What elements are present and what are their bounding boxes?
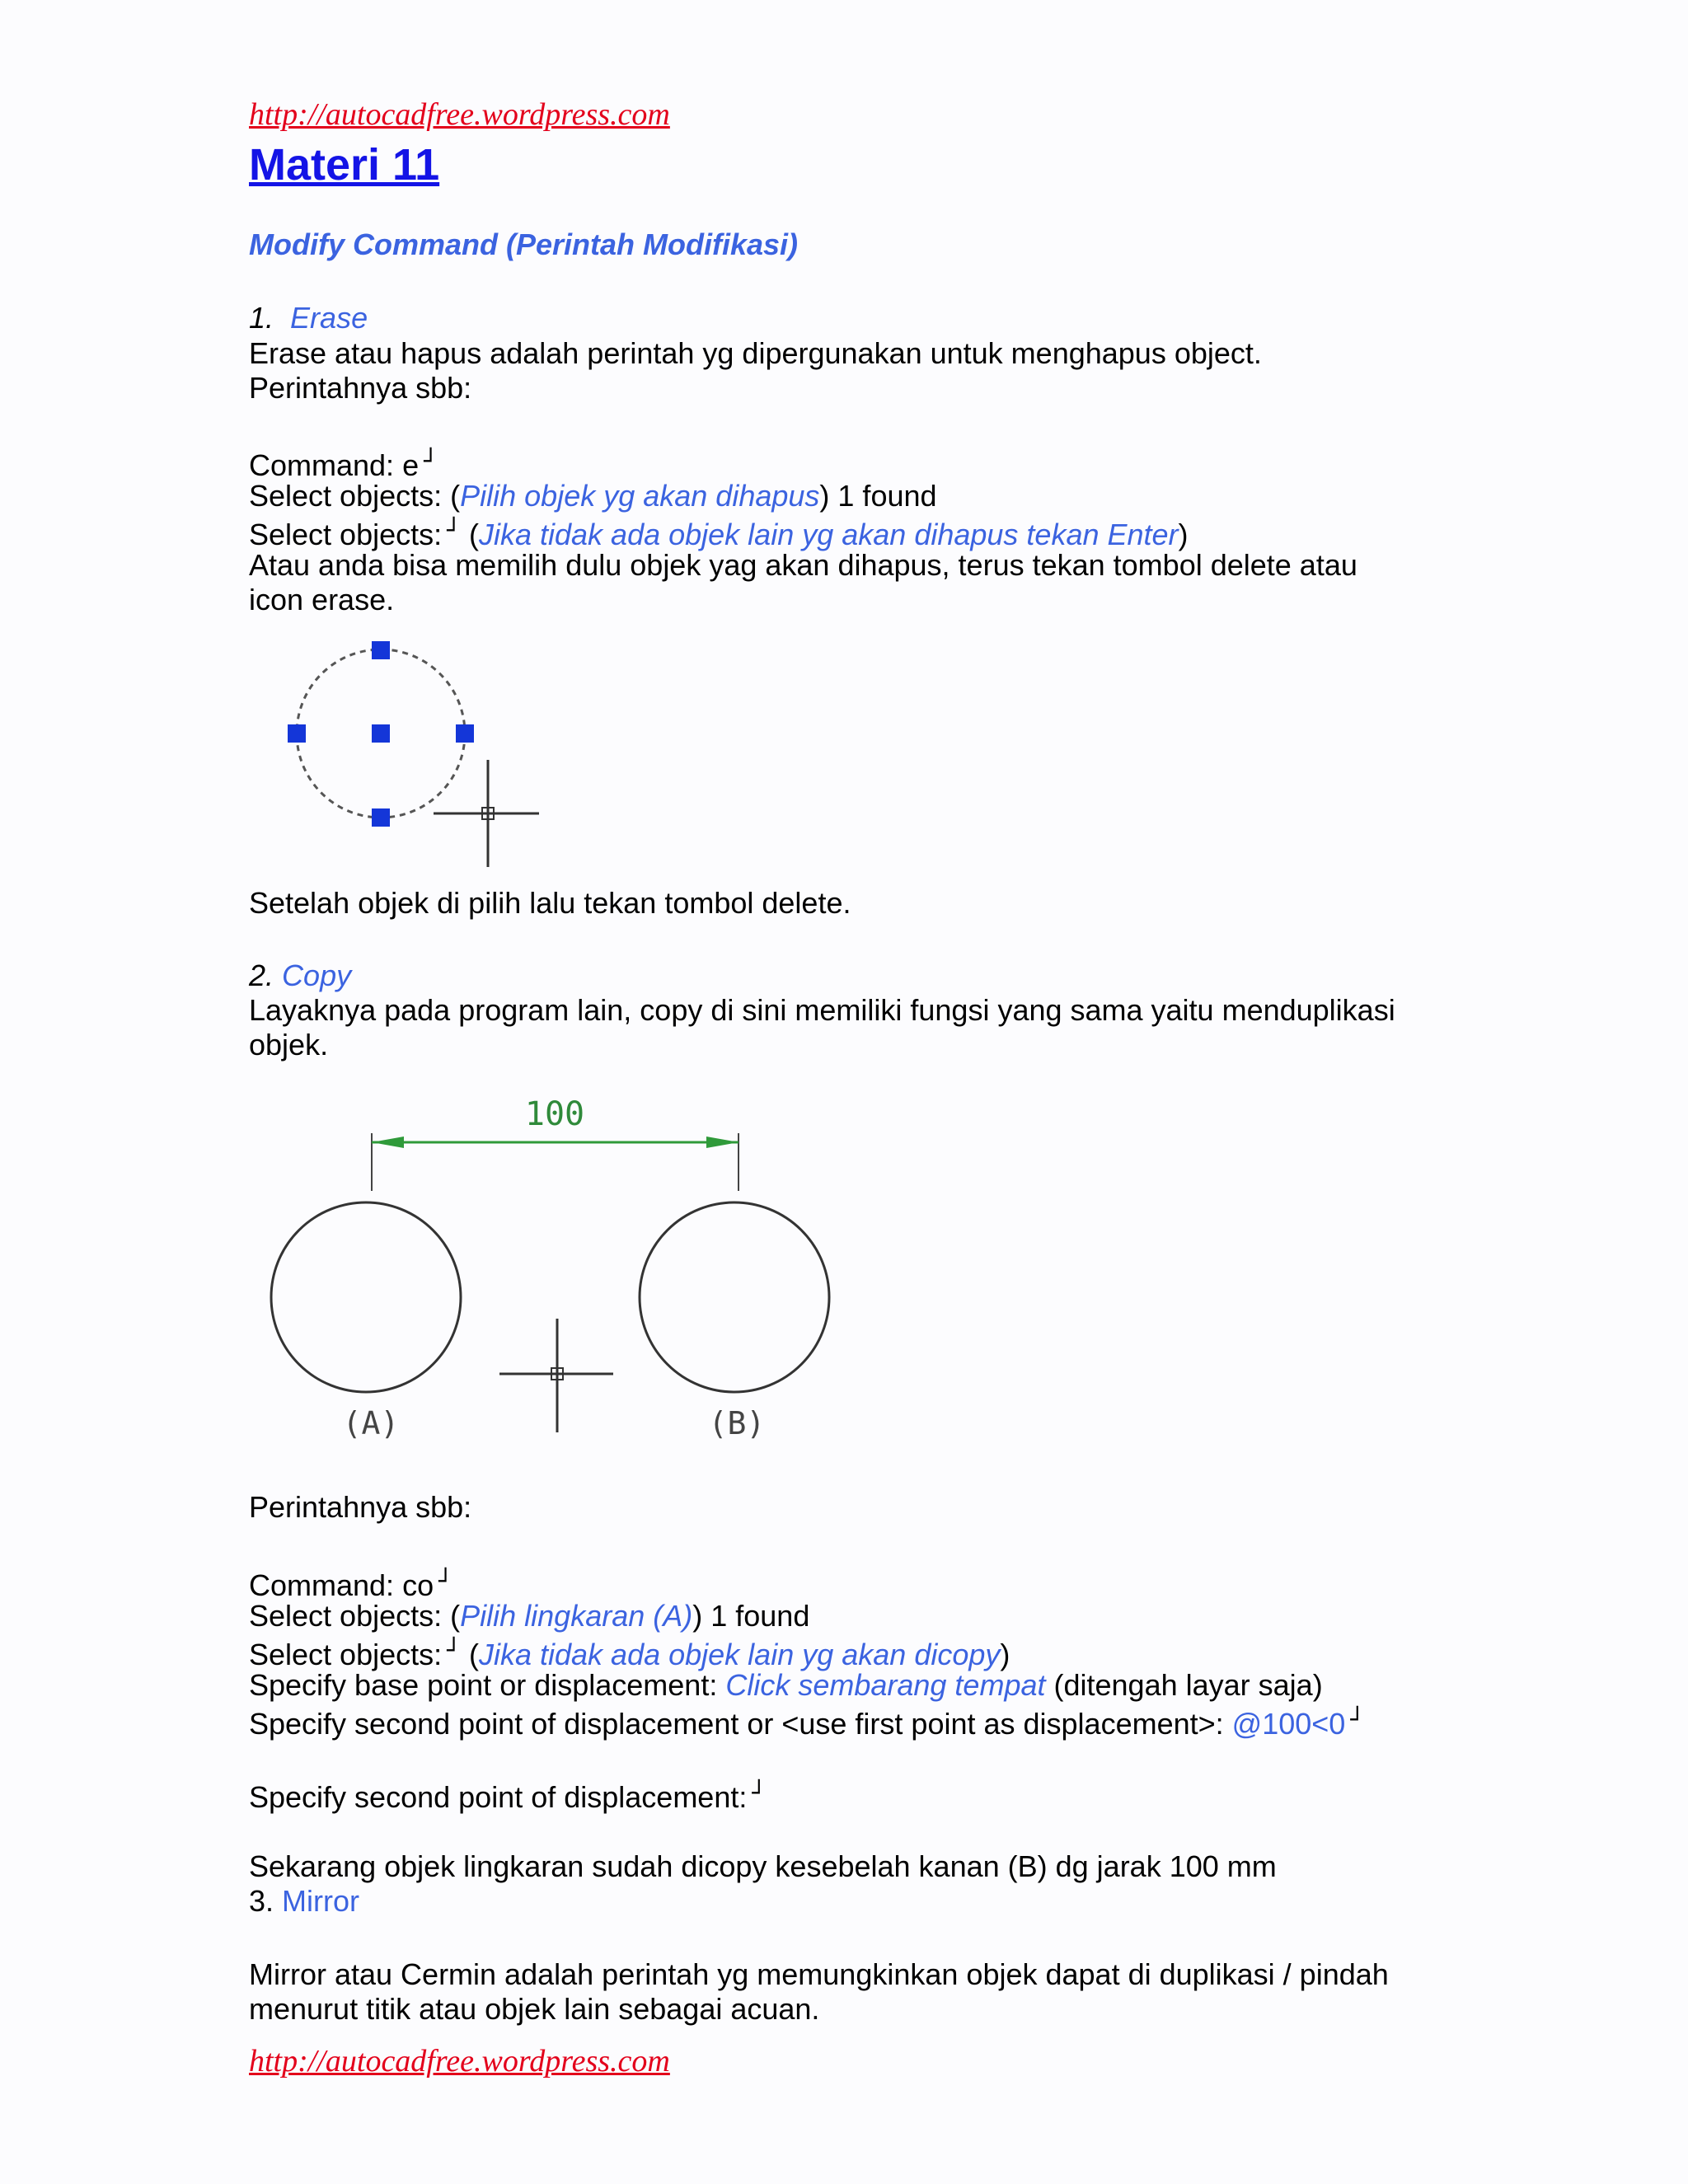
- circle-a: [271, 1202, 461, 1392]
- enter-key-icon: ┘: [752, 1779, 767, 1807]
- copy-cmd2-pre: Select objects: (: [249, 1599, 461, 1633]
- erase-command-line-3: [249, 513, 1189, 552]
- enter-key-icon: ┘: [438, 1568, 452, 1595]
- crosshair-cursor-icon: [434, 760, 539, 867]
- copy-cmd3-post: ): [1000, 1638, 1010, 1671]
- erase-cmd2-hint: Pilih objek yg akan dihapus: [460, 479, 820, 513]
- erase-cmd3-pre: Select objects:: [249, 518, 443, 551]
- header-url-link[interactable]: http://autocadfree.wordpress.com: [249, 97, 670, 132]
- page-title[interactable]: Materi 11: [249, 140, 440, 190]
- mirror-heading-text: Mirror: [282, 1884, 360, 1918]
- enter-key-icon: ┘: [447, 1637, 461, 1664]
- dimension-arrow-left-icon: [372, 1137, 404, 1148]
- copy-cmd3-pre: Select objects:: [249, 1638, 443, 1671]
- grip-center[interactable]: [372, 724, 390, 743]
- erase-figure: [272, 635, 560, 874]
- erase-heading-text: Erase: [290, 301, 368, 335]
- copy-command-line-1: [249, 1564, 452, 1603]
- copy-number: 2.: [249, 958, 274, 992]
- footer-link-row: [249, 2044, 670, 2079]
- copy-cmd3-hint: Jika tidak ada objek lain yg akan dicopy: [478, 1638, 1001, 1671]
- copy-cmd1-text: Command: co: [249, 1568, 434, 1602]
- mirror-heading: [249, 1884, 359, 1919]
- grip-bottom[interactable]: [372, 808, 390, 827]
- erase-description: Erase atau hapus adalah perintah yg dipergunakan untuk menghapus object.: [249, 336, 1262, 370]
- erase-alt-line-1: Atau anda bisa memilih dulu objek yag akan dihapus, terus tekan tombol delete atau: [249, 548, 1357, 582]
- circle-b: [640, 1202, 829, 1392]
- copy-description-1: Layaknya pada program lain, copy di sini memiliki fungsi yang sama yaitu menduplikasi: [249, 993, 1395, 1027]
- copy-cmd5-hint: @100<0: [1231, 1707, 1346, 1741]
- copy-command-line-5: [249, 1703, 1364, 1741]
- section-subtitle: Modify Command (Perintah Modifikasi): [249, 227, 799, 261]
- dimension-value: 100: [524, 1095, 585, 1133]
- grip-right[interactable]: [456, 724, 474, 743]
- erase-alt-line-2: icon erase.: [249, 583, 395, 616]
- copy-figure: [264, 1088, 857, 1451]
- copy-cmd4-pre: Specify base point or displacement:: [249, 1668, 726, 1702]
- grip-left[interactable]: [288, 724, 306, 743]
- copy-heading-text: Copy: [282, 958, 352, 992]
- grip-top[interactable]: [372, 641, 390, 659]
- copy-cmd3-open: (: [460, 1638, 479, 1671]
- copy-command-line-6: [249, 1776, 766, 1815]
- erase-after-text: Setelah objek di pilih lalu tekan tombol delete.: [249, 886, 851, 920]
- copy-command-line-2: [249, 1599, 809, 1633]
- erase-cmd3-post: ): [1178, 518, 1189, 551]
- erase-command-line-2: [249, 479, 937, 513]
- copy-cmd4-post: (ditengah layar saja): [1045, 1668, 1323, 1702]
- copy-cmd5-pre: Specify second point of displacement or <use first point as displacement>:: [249, 1707, 1232, 1741]
- mirror-description-2: menurut titik atau objek lain sebagai acuan.: [249, 1992, 820, 2026]
- mirror-description-1: Mirror atau Cermin adalah perintah yg memungkinkan objek dapat di duplikasi / pindah: [249, 1957, 1389, 1991]
- mirror-number: 3.: [249, 1884, 274, 1918]
- enter-key-icon: ┘: [447, 517, 461, 544]
- label-a: (A): [342, 1405, 400, 1441]
- label-b: (B): [708, 1405, 766, 1441]
- erase-cmd2-pre: Select objects: (: [249, 479, 461, 513]
- copy-command-line-3: [249, 1633, 1010, 1672]
- enter-key-icon: ┘: [1350, 1706, 1365, 1733]
- erase-heading: [249, 301, 368, 335]
- copy-cmd2-hint: Pilih lingkaran (A): [460, 1599, 693, 1633]
- dimension-line: [372, 1095, 738, 1191]
- copy-perintah: Perintahnya sbb:: [249, 1490, 472, 1524]
- copy-result-text: Sekarang objek lingkaran sudah dicopy kesebelah kanan (B) dg jarak 100 mm: [249, 1849, 1277, 1883]
- erase-command-line-1: [249, 444, 438, 483]
- footer-url-link[interactable]: http://autocadfree.wordpress.com: [249, 2044, 670, 2079]
- copy-cmd2-post: ) 1 found: [692, 1599, 810, 1633]
- copy-command-line-4: [249, 1668, 1323, 1703]
- erase-cmd3-open: (: [460, 518, 479, 551]
- copy-heading: [249, 958, 351, 993]
- crosshair-cursor-icon: [499, 1319, 613, 1432]
- copy-description-2: objek.: [249, 1028, 329, 1062]
- copy-cmd4-hint: Click sembarang tempat: [725, 1668, 1046, 1702]
- dimension-arrow-right-icon: [706, 1137, 738, 1148]
- enter-key-icon: ┘: [424, 448, 438, 475]
- erase-perintah: Perintahnya sbb:: [249, 371, 472, 405]
- erase-cmd1-text: Command: e: [249, 448, 420, 482]
- copy-cmd6-text: Specify second point of displacement:: [249, 1780, 748, 1814]
- erase-cmd3-hint: Jika tidak ada objek lain yg akan dihapus tekan Enter: [478, 518, 1179, 551]
- header-link-row: [249, 97, 670, 132]
- erase-number: 1.: [249, 301, 274, 335]
- erase-cmd2-post: ) 1 found: [819, 479, 937, 513]
